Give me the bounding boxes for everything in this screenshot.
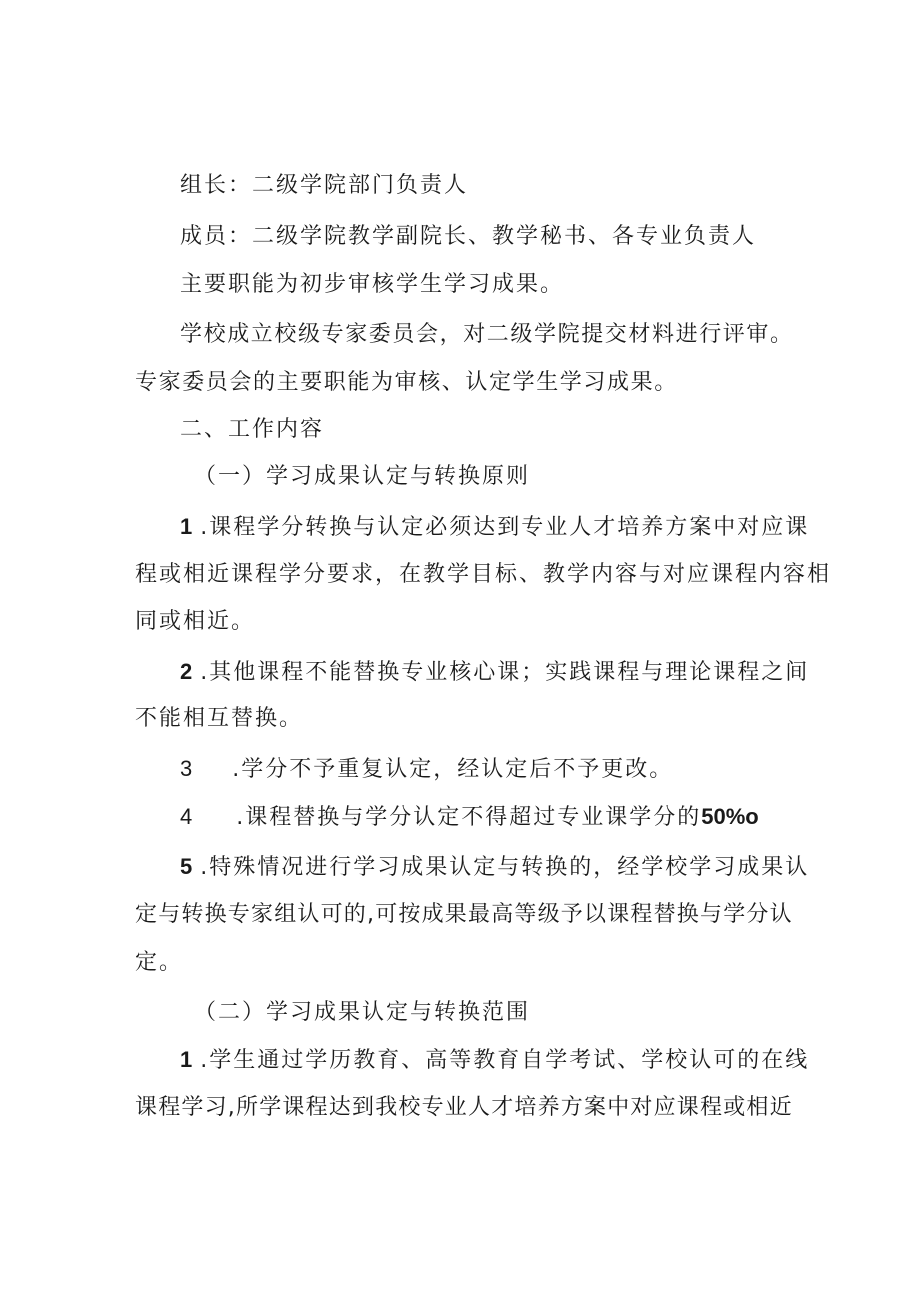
item-number: 1 <box>180 514 193 539</box>
item-number: 2 <box>180 659 193 684</box>
principle-item-5-line-2: 定与转换专家组认可的,可按成果最高等级予以课程替换与学分认 <box>135 902 793 927</box>
item-number: 4 <box>180 804 193 829</box>
group-leader-line: 组长：二级学院部门负责人 <box>180 173 469 198</box>
group-members-line: 成员：二级学院教学副院长、教学秘书、各专业负责人 <box>180 224 757 249</box>
principle-item-2-line-2: 不能相互替换。 <box>135 706 304 731</box>
scope-item-1-line-2: 课程学习,所学课程达到我校专业人才培养方案中对应课程或相近 <box>135 1095 793 1120</box>
principle-item-1-line-1 <box>180 512 809 543</box>
principle-item-1-line-3: 同或相近。 <box>135 609 256 634</box>
principle-item-5-line-1 <box>180 852 809 883</box>
principle-item-4-line-1 <box>180 802 759 833</box>
item-text: .特殊情况进行学习成果认定与转换的，经学校学习成果认 <box>200 855 810 880</box>
principle-item-1-line-2: 程或相近课程学分要求，在教学目标、教学内容与对应课程内容相 <box>135 562 832 587</box>
item-text: .课程替换与学分认定不得超过专业课学分的 <box>236 805 702 830</box>
principle-item-3-line-1 <box>180 754 673 785</box>
committee-paragraph-line-2: 专家委员会的主要职能为审核、认定学生学习成果。 <box>135 370 678 395</box>
item-number: 1 <box>180 1047 193 1072</box>
item-number: 5 <box>180 854 193 879</box>
principle-item-5-line-3: 定。 <box>135 950 184 975</box>
section-heading-work-content: 二、工作内容 <box>180 417 325 442</box>
scope-item-1-line-1 <box>180 1045 809 1076</box>
item-text: .学生通过学历教育、高等教育自学考试、学校认可的在线 <box>200 1048 810 1073</box>
percentage-value: 50%o <box>701 804 759 829</box>
subsection-heading-principles: （一）学习成果认定与转换原则 <box>194 464 531 489</box>
committee-paragraph-line-1: 学校成立校级专家委员会，对二级学院提交材料进行评审。 <box>180 322 794 347</box>
principle-item-2-line-1 <box>180 657 809 688</box>
item-text: .学分不予重复认定，经认定后不予更改。 <box>232 757 674 782</box>
item-number: 3 <box>180 756 193 781</box>
item-text: .课程学分转换与认定必须达到专业人才培养方案中对应课 <box>200 515 810 540</box>
subsection-heading-scope: （二）学习成果认定与转换范围 <box>194 1000 531 1025</box>
item-text: .其他课程不能替换专业核心课；实践课程与理论课程之间 <box>200 660 810 685</box>
main-function-line: 主要职能为初步审核学生学习成果。 <box>180 272 565 297</box>
